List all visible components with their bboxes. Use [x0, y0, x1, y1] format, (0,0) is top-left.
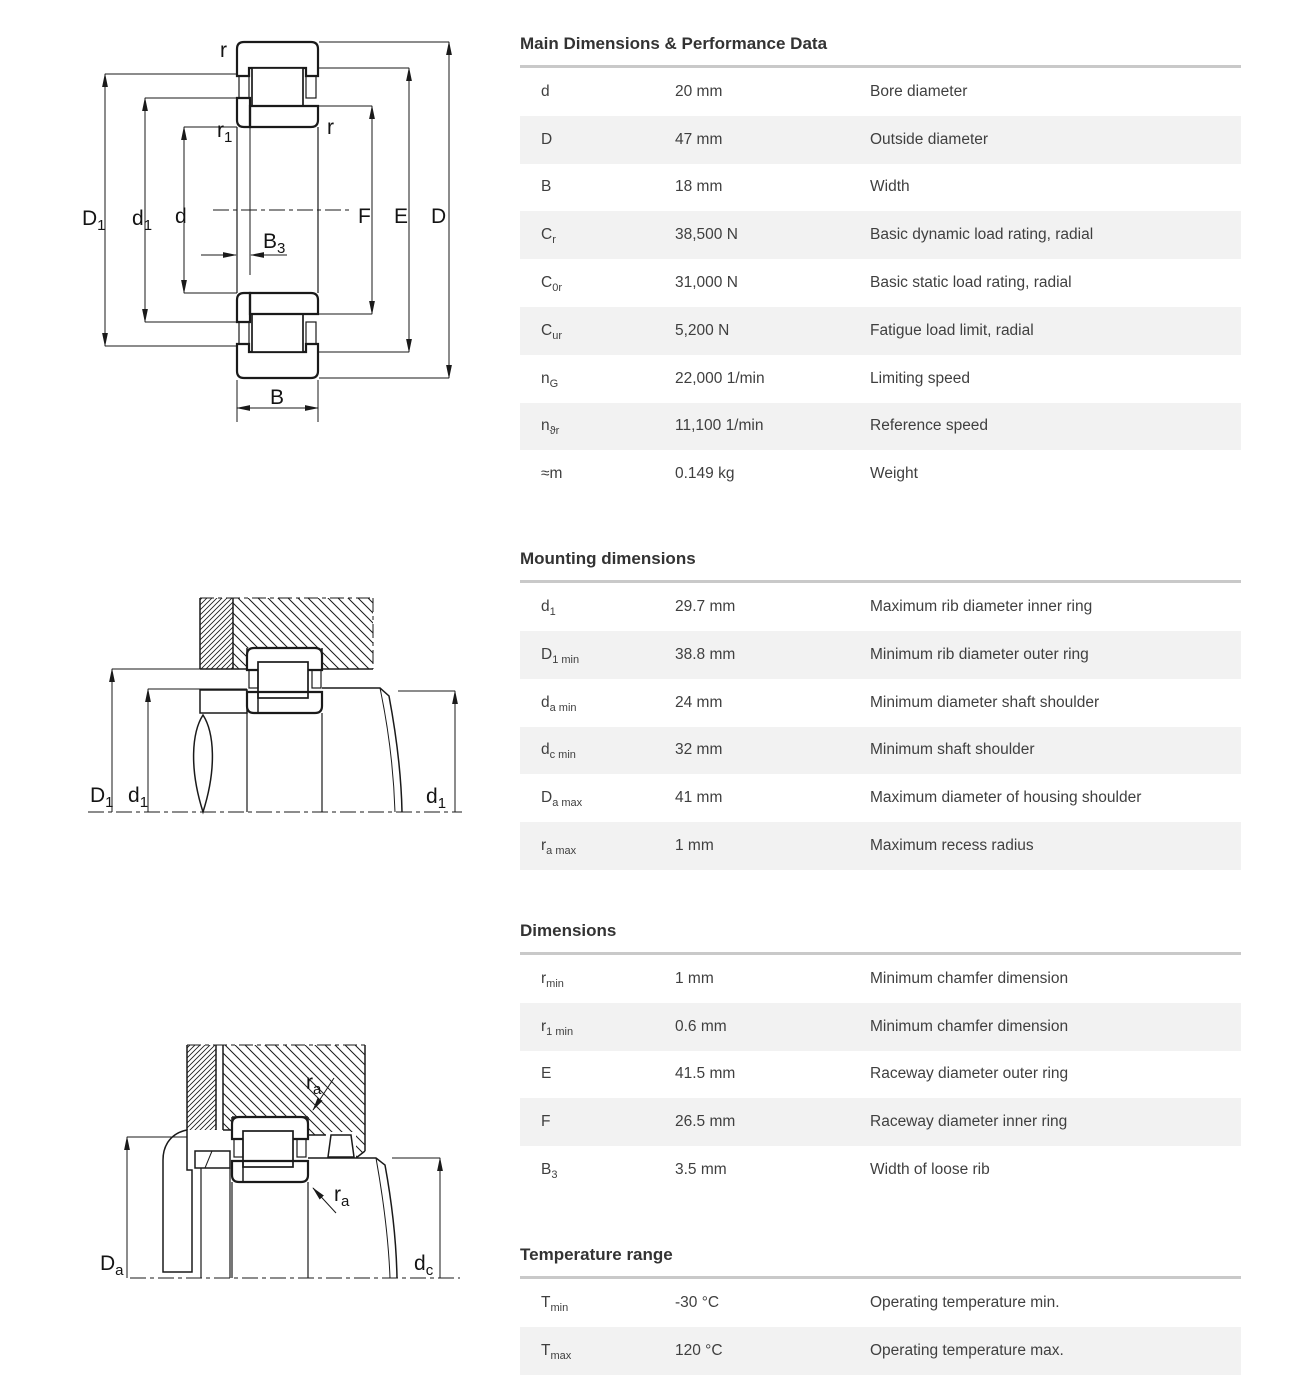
end-cap-body — [163, 1130, 192, 1272]
section-title: Dimensions — [520, 920, 617, 940]
symbol-cell: $r_{min}$ — [541, 969, 564, 990]
label-d1-right: $d_1$ — [426, 785, 447, 812]
value-cell: 5,200 N — [675, 321, 730, 339]
label-d1-left: $d_1$ — [128, 784, 149, 811]
table-row — [520, 259, 1241, 307]
value-cell: 20 mm — [675, 82, 723, 100]
shaft-shoulder-right — [308, 1158, 397, 1278]
description-cell: Outside diameter — [870, 130, 989, 148]
description-cell: Minimum diameter shaft shoulder — [870, 693, 1100, 711]
description-cell: Bore diameter — [870, 82, 968, 100]
table-row — [520, 1279, 1241, 1327]
table-row — [520, 164, 1241, 212]
value-cell: 0.6 mm — [675, 1017, 727, 1035]
shaft-shoulder-inner-line — [380, 688, 395, 812]
table-row — [520, 679, 1241, 727]
value-cell: 11,100 1/min — [675, 417, 764, 435]
bearing-cage-right — [312, 670, 321, 688]
end-cap-wall — [187, 1045, 216, 1130]
label-D1: $D_1$ — [82, 207, 106, 234]
section-rows — [520, 1276, 1241, 1375]
cage-bottom-left — [239, 322, 249, 344]
label-B3: $B_3$ — [263, 230, 286, 257]
description-cell: Width of loose rib — [870, 1161, 990, 1179]
value-cell: 120 °C — [675, 1341, 723, 1359]
table-row — [520, 403, 1241, 451]
label-ra-bottom: $r_a$ — [334, 1183, 350, 1210]
description-cell: Weight — [870, 465, 918, 483]
table-row — [520, 450, 1241, 498]
description-cell: Minimum rib diameter outer ring — [870, 645, 1089, 663]
table-row — [520, 774, 1241, 822]
section-rows — [520, 65, 1241, 498]
table-row — [520, 1146, 1241, 1194]
table-row — [520, 355, 1241, 403]
symbol-cell: D — [541, 130, 553, 148]
symbol-cell: $r_{a max}$ — [541, 837, 577, 858]
symbol-cell: d — [541, 82, 550, 100]
locknut-detail — [205, 1151, 212, 1168]
roller-bottom — [252, 314, 303, 352]
symbol-cell: $d_1$ — [541, 598, 556, 619]
value-cell: -30 °C — [675, 1293, 720, 1311]
spec-tables — [520, 0, 1241, 1375]
table-section-mounting — [520, 549, 1241, 870]
symbol-cell: $d_{a min}$ — [541, 693, 577, 714]
description-cell: Reference speed — [870, 417, 989, 435]
table-row — [520, 1098, 1241, 1146]
symbol-cell: $d_{c min}$ — [541, 741, 576, 762]
value-cell: 32 mm — [675, 741, 723, 759]
loose-rib-bottom — [237, 293, 250, 322]
description-cell: Operating temperature min. — [870, 1293, 1060, 1311]
value-cell: 47 mm — [675, 130, 723, 148]
symbol-cell: $D_{a max}$ — [541, 789, 583, 810]
cage-bottom-right — [306, 322, 316, 344]
label-F: F — [358, 205, 371, 228]
symbol-cell: F — [541, 1113, 551, 1131]
label-r-top: r — [220, 39, 227, 62]
value-cell: 24 mm — [675, 693, 723, 711]
label-r1: $r_1$ — [217, 119, 233, 146]
description-cell: Maximum recess radius — [870, 837, 1034, 855]
shaft-diameter-lines — [247, 713, 322, 812]
table-row — [520, 583, 1241, 631]
main-section-drawing — [20, 10, 480, 460]
table-row — [520, 116, 1241, 164]
symbol-cell: $T_{min}$ — [541, 1293, 569, 1314]
inner-ring-bottom — [250, 293, 318, 314]
technical-drawings-column — [0, 0, 505, 1376]
bearing-cage-left — [234, 1139, 243, 1157]
description-cell: Raceway diameter outer ring — [870, 1065, 1069, 1083]
value-cell: 38.8 mm — [675, 645, 736, 663]
value-cell: 22,000 1/min — [675, 369, 765, 387]
bearing-cage-right — [297, 1139, 306, 1157]
symbol-cell: $n_{ϑr}$ — [541, 417, 560, 438]
table-row — [520, 822, 1241, 870]
description-cell: Width — [870, 178, 910, 196]
symbol-cell: $B_3$ — [541, 1161, 558, 1182]
description-cell: Minimum chamfer dimension — [870, 1017, 1069, 1035]
symbol-cell: $n_G$ — [541, 369, 559, 390]
value-cell: 29.7 mm — [675, 598, 736, 616]
label-Da: $D_a$ — [100, 1252, 124, 1279]
section-rows — [520, 952, 1241, 1194]
label-ra-top: $r_a$ — [306, 1071, 322, 1098]
label-dc: $d_c$ — [414, 1252, 434, 1279]
description-cell: Maximum diameter of housing shoulder — [870, 789, 1142, 807]
description-cell: Basic dynamic load rating, radial — [870, 226, 1094, 244]
shaft-lines — [201, 1168, 308, 1278]
description-cell: Limiting speed — [870, 369, 970, 387]
label-d: d — [175, 205, 187, 228]
value-cell: 1 mm — [675, 969, 714, 987]
mounting-drawing — [60, 570, 480, 890]
symbol-cell: $C_r$ — [541, 226, 556, 247]
value-cell: 38,500 N — [675, 226, 738, 244]
label-r-right: r — [327, 116, 334, 139]
table-row — [520, 68, 1241, 116]
inner-ring-top — [250, 106, 318, 127]
description-cell: Maximum rib diameter inner ring — [870, 598, 1093, 616]
description-cell: Fatigue load limit, radial — [870, 321, 1034, 339]
value-cell: 41 mm — [675, 789, 723, 807]
label-d1: $d_1$ — [132, 207, 153, 234]
section-rows — [520, 580, 1241, 870]
table-row — [520, 307, 1241, 355]
cage-top-right — [306, 76, 316, 98]
symbol-cell: ≈m — [541, 465, 563, 483]
value-cell: 26.5 mm — [675, 1113, 736, 1131]
value-cell: 1 mm — [675, 837, 714, 855]
description-cell: Basic static load rating, radial — [870, 274, 1072, 292]
section-title: Temperature range — [520, 1244, 673, 1264]
shaft-shoulder-inner-line — [376, 1158, 390, 1278]
table-row — [520, 1003, 1241, 1051]
fitting-drawing — [60, 1020, 480, 1376]
value-cell: 3.5 mm — [675, 1161, 727, 1179]
label-B: B — [270, 386, 285, 409]
table-row — [520, 1051, 1241, 1099]
description-cell: Minimum shaft shoulder — [870, 741, 1035, 759]
table-row — [520, 727, 1241, 775]
shaft-locknut — [195, 1151, 230, 1168]
table-row — [520, 1327, 1241, 1375]
symbol-cell: E — [541, 1065, 552, 1083]
table-row — [520, 211, 1241, 259]
description-cell: Raceway diameter inner ring — [870, 1113, 1068, 1131]
symbol-cell: $C_{ur}$ — [541, 321, 562, 342]
shaft-relief-groove — [194, 715, 213, 812]
label-E: E — [394, 205, 409, 228]
loose-rib-top — [237, 98, 250, 127]
value-cell: 0.149 kg — [675, 465, 735, 483]
table-section-main — [520, 34, 1241, 498]
symbol-cell: $C_{0r}$ — [541, 274, 562, 295]
symbol-cell: $r_{1 min}$ — [541, 1017, 574, 1038]
section-title: Main Dimensions & Performance Data — [520, 34, 828, 53]
label-D: D — [431, 205, 447, 228]
section-title: Mounting dimensions — [520, 549, 696, 569]
table-row — [520, 631, 1241, 679]
symbol-cell: B — [541, 178, 552, 196]
symbol-cell: $D_{1 min}$ — [541, 645, 580, 666]
cage-top-left — [239, 76, 249, 98]
description-cell: Operating temperature max. — [870, 1341, 1064, 1359]
label-D1: $D_1$ — [90, 784, 114, 811]
table-row — [520, 955, 1241, 1003]
table-section-temperature — [520, 1245, 1241, 1375]
end-cap-flange — [200, 690, 247, 713]
end-cap-wall — [200, 598, 233, 669]
housing-section — [233, 598, 373, 669]
description-cell: Minimum chamfer dimension — [870, 969, 1069, 987]
roller-top — [252, 68, 303, 106]
value-cell: 18 mm — [675, 178, 723, 196]
bearing-cage-left — [249, 670, 258, 688]
symbol-cell: $T_{max}$ — [541, 1341, 572, 1362]
value-cell: 31,000 N — [675, 274, 738, 292]
table-section-dimensions — [520, 921, 1241, 1194]
value-cell: 41.5 mm — [675, 1065, 736, 1083]
